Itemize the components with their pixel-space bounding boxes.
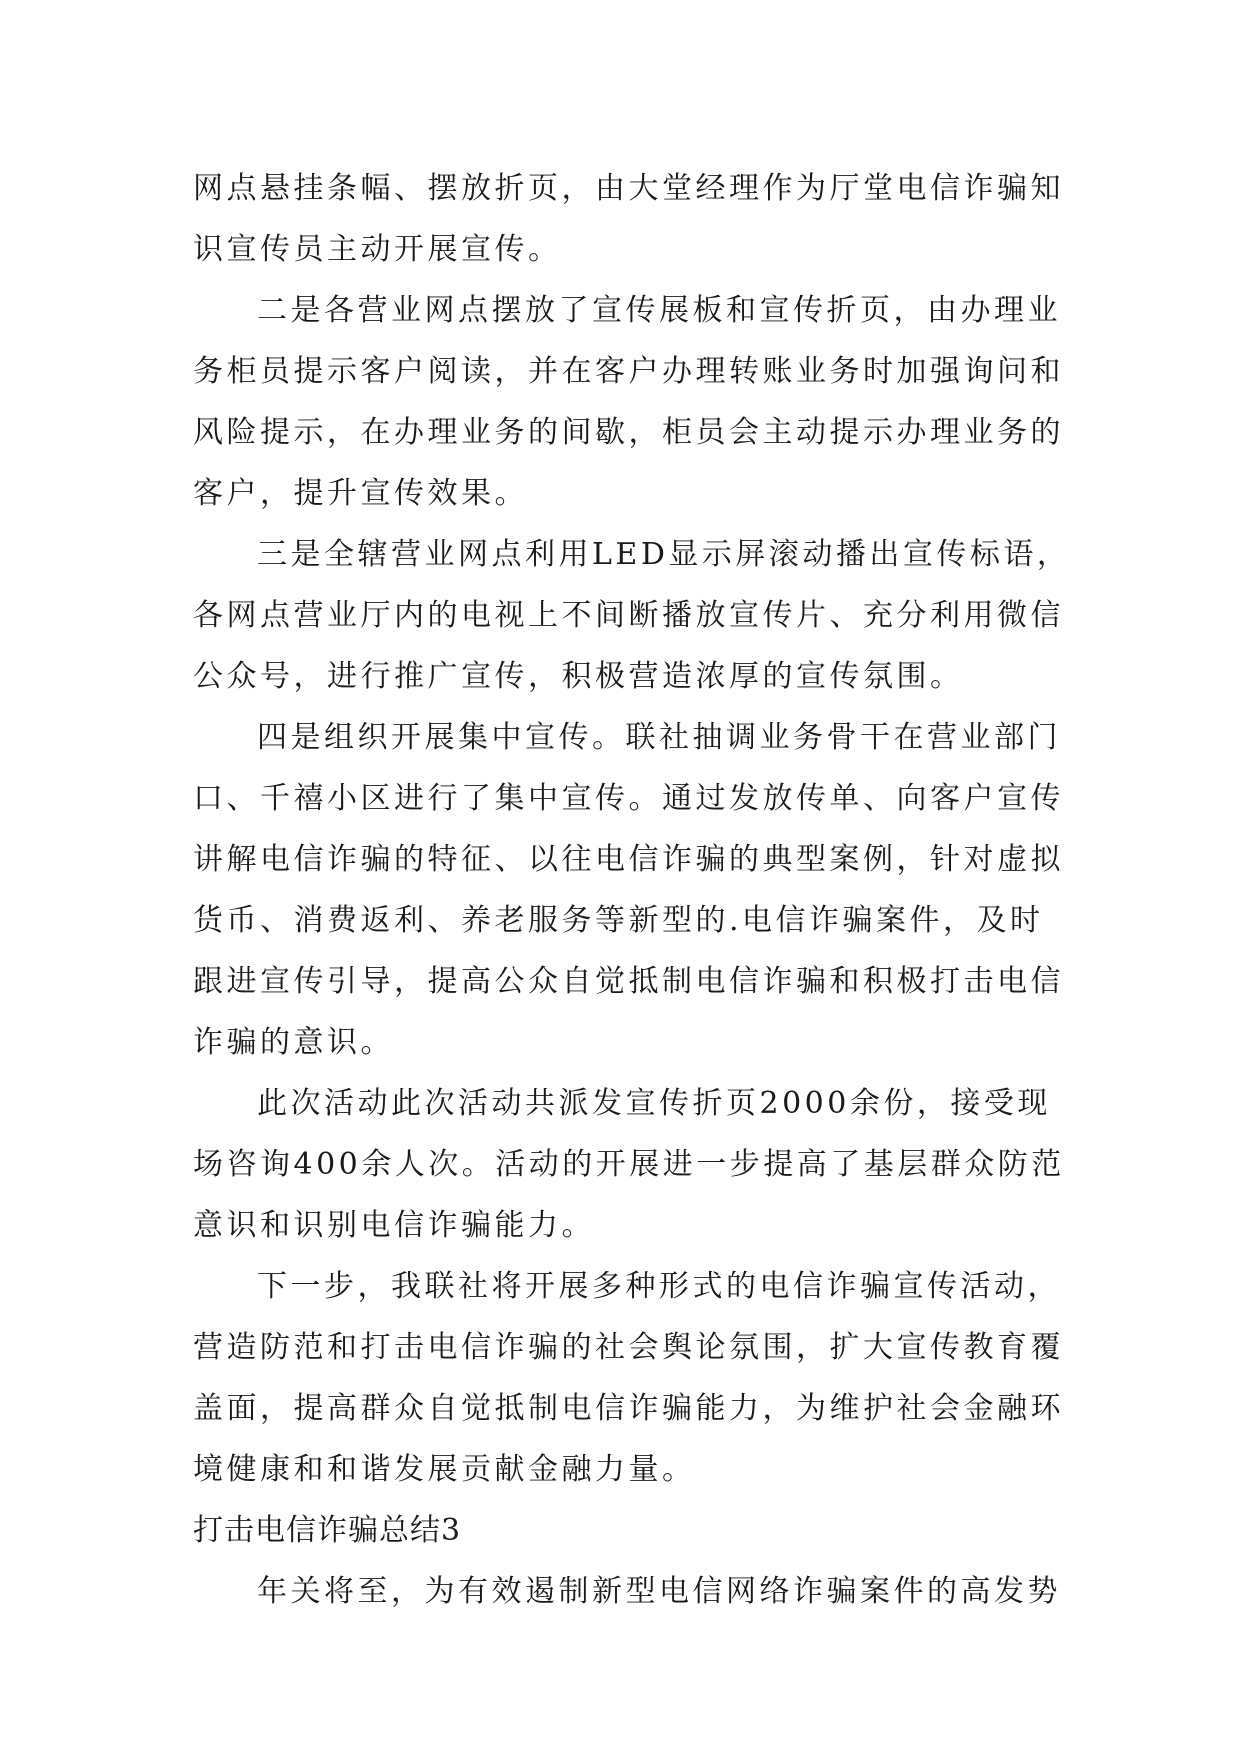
text-line: 境健康和和谐发展贡献金融力量。: [193, 1452, 696, 1487]
text-line: 盖面，提高群众自觉抵制电信诈骗能力，为维护社会金融环: [193, 1391, 1064, 1426]
paragraph-start-line: 三是全辖营业网点利用LED显示屏滚动播出宣传标语，: [257, 537, 1071, 572]
text-line: 公众号，进行推广宣传，积极营造浓厚的宣传氛围。: [193, 659, 964, 694]
text-line: 讲解电信诈骗的特征、以往电信诈骗的典型案例，针对虚拟: [193, 842, 1064, 877]
text-line: 客户，提升宣传效果。: [193, 476, 528, 511]
document-body: [193, 158, 1071, 1622]
section-heading: 打击电信诈骗总结3: [193, 1513, 462, 1548]
text-line: 识宣传员主动开展宣传。: [193, 232, 562, 267]
text-line: 口、千禧小区进行了集中宣传。通过发放传单、向客户宣传: [193, 781, 1064, 816]
text-line: 跟进宣传引导，提高公众自觉抵制电信诈骗和积极打击电信: [193, 964, 1064, 999]
text-line: 网点悬挂条幅、摆放折页，由大堂经理作为厅堂电信诈骗知: [193, 171, 1064, 206]
paragraph-start-line: 二是各营业网点摆放了宣传展板和宣传折页，由办理业: [257, 293, 1061, 328]
paragraph-start-line: 年关将至，为有效遏制新型电信网络诈骗案件的高发势: [257, 1574, 1061, 1609]
paragraph-start-line: 四是组织开展集中宣传。联社抽调业务骨干在营业部门: [257, 720, 1061, 755]
text-line: 风险提示，在办理业务的间歇，柜员会主动提示办理业务的: [193, 415, 1064, 450]
text-line: 务柜员提示客户阅读，并在客户办理转账业务时加强询问和: [193, 354, 1064, 389]
paragraph-start-line: 此次活动此次活动共派发宣传折页2000余份，接受现: [257, 1086, 1051, 1121]
text-line: 各网点营业厅内的电视上不间断播放宣传片、充分利用微信: [193, 598, 1064, 633]
text-line: 货币、消费返利、养老服务等新型的.电信诈骗案件，及时: [193, 903, 1044, 938]
text-line: 诈骗的意识。: [193, 1025, 394, 1060]
text-line: 意识和识别电信诈骗能力。: [193, 1208, 595, 1243]
paragraph-start-line: 下一步，我联社将开展多种形式的电信诈骗宣传活动，: [257, 1269, 1061, 1304]
text-line: 场咨询400余人次。活动的开展进一步提高了基层群众防范: [193, 1147, 1065, 1182]
text-line: 营造防范和打击电信诈骗的社会舆论氛围，扩大宣传教育覆: [193, 1330, 1064, 1365]
